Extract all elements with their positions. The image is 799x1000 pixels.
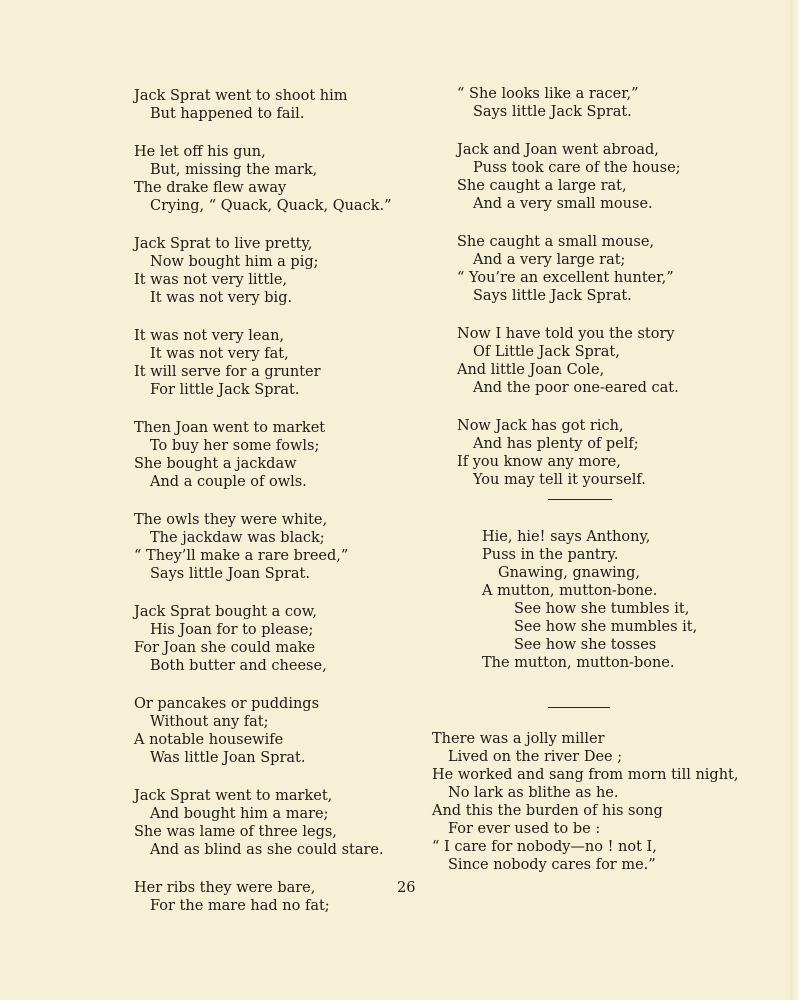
stanza (134, 87, 394, 123)
verse-line: And has plenty of pelf; (473, 436, 639, 452)
verse-line: You may tell it yourself. (473, 472, 646, 488)
verse-line: Jack Sprat went to market, (134, 788, 333, 804)
verse-line: Since nobody cares for me.” (448, 857, 656, 873)
verse-line: Puss took care of the house; (473, 160, 681, 176)
verse-line: “ They’ll make a rare breed,” (134, 548, 349, 564)
verse-line: She bought a jackdaw (134, 456, 297, 472)
verse-line: It was not very fat, (150, 346, 289, 362)
verse-line: Then Joan went to market (134, 420, 326, 436)
verse-line: The jackdaw was black; (150, 530, 325, 546)
verse-line: For ever used to be : (448, 821, 601, 837)
verse-line: And bought him a mare; (150, 806, 329, 822)
anthony-rhyme (482, 528, 722, 672)
miller-rhyme (432, 730, 762, 874)
verse-line: It was not very lean, (134, 328, 285, 344)
stanza (134, 419, 394, 491)
verse-line: And as blind as she could stare. (150, 842, 384, 858)
verse-line: A notable housewife (134, 732, 284, 748)
verse-line: For little Jack Sprat. (150, 382, 300, 398)
verse-line: She was lame of three legs, (134, 824, 337, 840)
page-edge (790, 0, 799, 1000)
verse-line: Without any fat; (150, 714, 269, 730)
verse-line: It was not very little, (134, 272, 288, 288)
section-divider (548, 499, 612, 500)
verse-line: He let off his gun, (134, 144, 266, 160)
verse-line: For the mare had no fat; (150, 898, 330, 914)
verse-line: And a very large rat; (473, 252, 626, 268)
verse-line: But, missing the mark, (150, 162, 318, 178)
stanza (432, 730, 762, 874)
verse-line: Gnawing, gnawing, (498, 565, 640, 581)
stanza (134, 603, 394, 675)
verse-line: No lark as blithe as he. (448, 785, 619, 801)
stanza (134, 787, 394, 859)
verse-line: Now Jack has got rich, (457, 418, 624, 434)
verse-line: Jack Sprat went to shoot him (134, 88, 348, 104)
verse-line: His Joan for to please; (150, 622, 314, 638)
verse-line: And little Joan Cole, (457, 362, 605, 378)
stanza (134, 879, 394, 915)
verse-line: Now bought him a pig; (150, 254, 319, 270)
verse-line: He worked and sang from morn till night, (432, 767, 739, 783)
verse-line: For Joan she could make (134, 640, 316, 656)
verse-line: Jack Sprat to live pretty, (134, 236, 313, 252)
verse-line: If you know any more, (457, 454, 621, 470)
stanza (134, 511, 394, 583)
verse-line: “ You’re an excellent hunter,” (457, 270, 674, 286)
verse-line: Lived on the river Dee ; (448, 749, 623, 765)
right-column-jack-sprat (457, 85, 697, 489)
verse-line: Puss in the pantry. (482, 547, 619, 563)
verse-line: Says little Jack Sprat. (473, 104, 632, 120)
verse-line: She caught a large rat, (457, 178, 627, 194)
verse-line: Crying, “ Quack, Quack, Quack.” (150, 198, 392, 214)
stanza (457, 325, 697, 397)
verse-line: See how she tosses (514, 637, 657, 653)
verse-line: She caught a small mouse, (457, 234, 655, 250)
stanza (457, 233, 697, 305)
verse-line: Says little Joan Sprat. (150, 566, 310, 582)
verse-line: And the poor one-eared cat. (473, 380, 679, 396)
verse-line: But happened to fail. (150, 106, 305, 122)
verse-line: Says little Jack Sprat. (473, 288, 632, 304)
verse-line: See how she mumbles it, (514, 619, 698, 635)
verse-line: Both butter and cheese, (150, 658, 327, 674)
verse-line: There was a jolly miller (432, 731, 605, 747)
verse-line: “ She looks like a racer,” (457, 86, 639, 102)
verse-line: “ I care for nobody—no ! not I, (432, 839, 657, 855)
verse-line: And this the burden of his song (432, 803, 663, 819)
verse-line: The owls they were white, (134, 512, 328, 528)
verse-line: Was little Joan Sprat. (150, 750, 306, 766)
page-number: 26 (397, 880, 416, 896)
verse-line: Hie, hie! says Anthony, (482, 529, 651, 545)
verse-line: It will serve for a grunter (134, 364, 321, 380)
stanza (134, 695, 394, 767)
stanza (457, 141, 697, 213)
verse-line: Of Little Jack Sprat, (473, 344, 620, 360)
section-divider (548, 707, 610, 708)
verse-line: The mutton, mutton-bone. (482, 655, 675, 671)
verse-line: Or pancakes or puddings (134, 696, 320, 712)
stanza (134, 143, 394, 215)
verse-line: See how she tumbles it, (514, 601, 690, 617)
stanza (482, 528, 722, 672)
verse-line: To buy her some fowls; (150, 438, 320, 454)
verse-line: Her ribs they were bare, (134, 880, 316, 896)
left-column (134, 87, 394, 915)
verse-line: And a couple of owls. (150, 474, 307, 490)
verse-line: The drake flew away (134, 180, 287, 196)
verse-line: And a very small mouse. (473, 196, 653, 212)
verse-line: It was not very big. (150, 290, 293, 306)
verse-line: Now I have told you the story (457, 326, 675, 342)
stanza (134, 327, 394, 399)
verse-line: A mutton, mutton-bone. (482, 583, 658, 599)
stanza (134, 235, 394, 307)
verse-line: Jack Sprat bought a cow, (134, 604, 318, 620)
verse-line: Jack and Joan went abroad, (457, 142, 659, 158)
stanza (457, 85, 697, 121)
stanza (457, 417, 697, 489)
